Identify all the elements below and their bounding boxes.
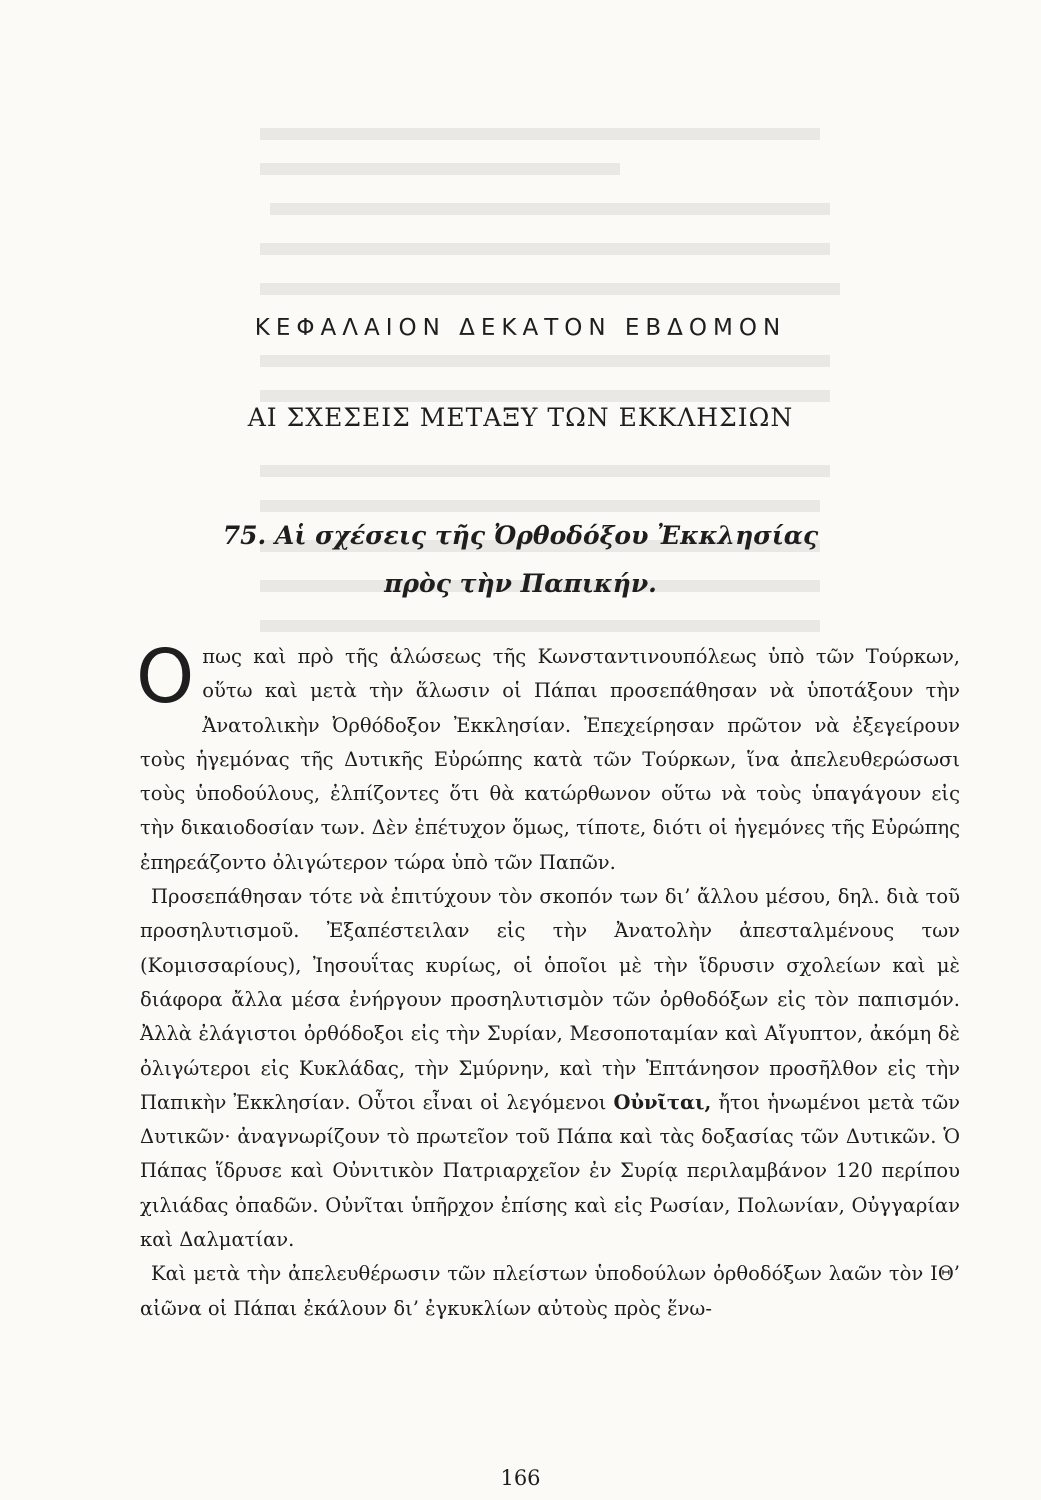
page-number: 166 [500,1466,541,1490]
uniates-term: Οὐνῖται, [613,1090,712,1114]
paragraph-2-text-b: ἤτοι ἡνωμένοι μετὰ τῶν Δυτικῶν· ἀναγνωρίζουν τὸ πρωτεῖον τοῦ Πάπα καὶ τὰς δοξασίας τῶν Δυτικῶν. Ὁ Πάπας ἵδρυσε καὶ Οὐνιτικὸν Πατριαρχεῖον ἐν Συρίᾳ περιλαμβάνον 120 περίπου χιλιάδας ὀπαδῶν. Οὐνῖται ὑπῆρχον ἐπίσης καὶ εἰς Ρωσίαν, Πολωνίαν, Οὐγγαρίαν καὶ Δαλματίαν. [140,1090,960,1252]
body-text [136,634,960,1326]
paragraph-2-text-a: Προσεπάθησαν τότε νὰ ἐπιτύχουν τὸν σκοπόν των δι’ ἄλλου μέσου, δηλ. διὰ τοῦ προσηλυτισμοῦ. Ἐξαπέστειλαν εἰς τὴν Ἀνατολὴν ἀπεσταλμένους των (Κομισσαρίους), Ἰησουΐτας κυρίως, οἱ ὁποῖοι μὲ τὴν ἵδρυσιν σχολείων καὶ μὲ διάφορα ἄλλα μέσα ἐνήργουν προσηλυτισμὸν τῶν ὀρθοδόξων εἰς τὸν παπισμόν. Ἀλλὰ ἐλάγιστοι ὀρθόδοξοι εἰς τὴν Συρίαν, Μεσοποταμίαν καὶ Αἴγυπτον, ἀκόμη δὲ ὀλιγώτεροι εἰς Κυκλάδας, τὴν Σμύρνην, καὶ τὴν Ἑπτάνησον προσῆλθον εἰς τὴν Παπικὴν Ἐκκλησίαν. Οὗτοι εἶναι οἱ λεγόμενοι [140,885,960,1114]
section-heading-line-1: 75. Αἱ σχέσεις τῆς Ὀρθοδόξου Ἐκκλησίας [222,521,819,550]
drop-cap: Ο [136,634,195,720]
paragraph-3 [140,1257,960,1326]
chapter-label: ΚΕΦΑΛΑΙΟΝ ΔΕΚΑΤΟΝ ΕΒΔΟΜΟΝ [254,315,787,341]
paragraph-2 [140,880,960,1257]
chapter-title: ΑΙ ΣΧΕΣΕΙΣ ΜΕΤΑΞΥ ΤΩΝ ΕΚΚΛΗΣΙΩΝ [247,403,794,432]
section-heading [0,512,1041,608]
section-heading-line-2: πρὸς τὴν Παπικήν. [384,569,657,598]
paragraph-1 [136,634,960,880]
paragraph-3-text: Καὶ μετὰ τὴν ἀπελευθέρωσιν τῶν πλείστων ὑποδούλων ὀρθοδόξων λαῶν τὸν ΙΘ’ αἰῶνα οἱ Πάπαι ἐκάλουν δι’ ἐγκυκλίων αὐτοὺς πρὸς ἕνω- [140,1262,960,1320]
paragraph-1-text: πως καὶ πρὸ τῆς ἁλώσεως τῆς Κωνσταντινουπόλεως ὑπὸ τῶν Τούρκων, οὕτω καὶ μετὰ τὴν ἅλωσιν οἱ Πάπαι προσεπάθησαν νὰ ὑποτάξουν τὴν Ἀνατολικὴν Ὀρθόδοξον Ἐκκλησίαν. Ἐπεχείρησαν πρῶτον νὰ ἐξεγείρουν τοὺς ἡγεμόνας τῆς Δυτικῆς Εὐρώπης κατὰ τῶν Τούρκων, ἵνα ἀπελευθερώσωσι τοὺς ὑποδούλους, ἐλπίζοντες ὅτι θὰ κατώρθωνον οὕτω νὰ τοὺς ὑπαγάγουν εἰς τὴν δικαιοδοσίαν των. Δὲν ἐπέτυχον ὅμως, τίποτε, διότι οἱ ἡγεμόνες τῆς Εὐρώπης ἐπηρεάζοντο ὀλιγώτερον τώρα ὑπὸ τῶν Παπῶν. [140,645,960,874]
